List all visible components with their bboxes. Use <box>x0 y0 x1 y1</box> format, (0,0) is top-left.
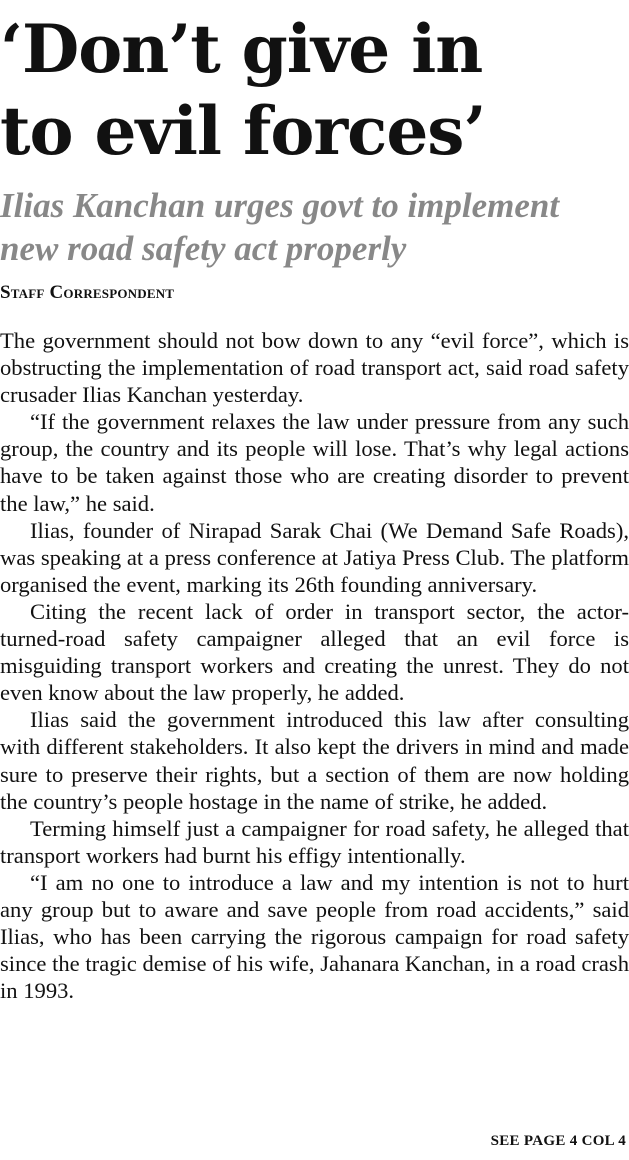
headline <box>0 8 629 172</box>
paragraph-3: Ilias, founder of Nirapad Sarak Chai (We Demand Safe Roads), was speaking at a press conference at Jatiya Press Club. The platform organised the event, marking its 26th founding anniversary. <box>0 517 629 597</box>
article-body <box>0 327 629 1004</box>
paragraph-5: Ilias said the government introduced this law after consulting with different stakeholders. It also kept the drivers in mind and made sure to preserve their rights, but a section of them are now holding the country’s people hostage in the name of strike, he added. <box>0 707 629 814</box>
paragraph-7: “I am no one to introduce a law and my intention is not to hurt any group but to aware and save people from road accidents,” said Ilias, who has been carrying the rigorous campaign for road safety since the tragic demise of his wife, Jahanara Kanchan, in a road crash in 1993. <box>0 869 629 1004</box>
headline-line-2: to evil forces’ <box>0 92 486 170</box>
headline-line-1: ‘Don’t give in <box>0 10 483 88</box>
subheadline-line-2: new road safety act properly <box>0 229 407 268</box>
subheadline-line-1: Ilias Kanchan urges govt to implement <box>0 186 560 225</box>
continuation-note: SEE PAGE 4 COL 4 <box>490 1133 626 1149</box>
paragraph-2: “If the government relaxes the law under pressure from any such group, the country and its people will lose. That’s why legal actions have to be taken against those who are creating disorder to prevent the law,” he said. <box>0 409 629 516</box>
byline: Staff Correspondent <box>0 282 175 303</box>
paragraph-4: Citing the recent lack of order in transport sector, the actor-turned-road safety campaigner alleged that an evil force is misguiding transport workers and creating the unrest. They do not even know about the law properly, he added. <box>0 598 629 706</box>
paragraph-6: Terming himself just a campaigner for road safety, he alleged that transport workers had burnt his effigy intentionally. <box>0 815 629 868</box>
paragraph-1: The government should not bow down to any “evil force”, which is obstructing the implementation of road transport act, said road safety crusader Ilias Kanchan yesterday. <box>0 328 629 408</box>
subheadline <box>0 184 629 270</box>
